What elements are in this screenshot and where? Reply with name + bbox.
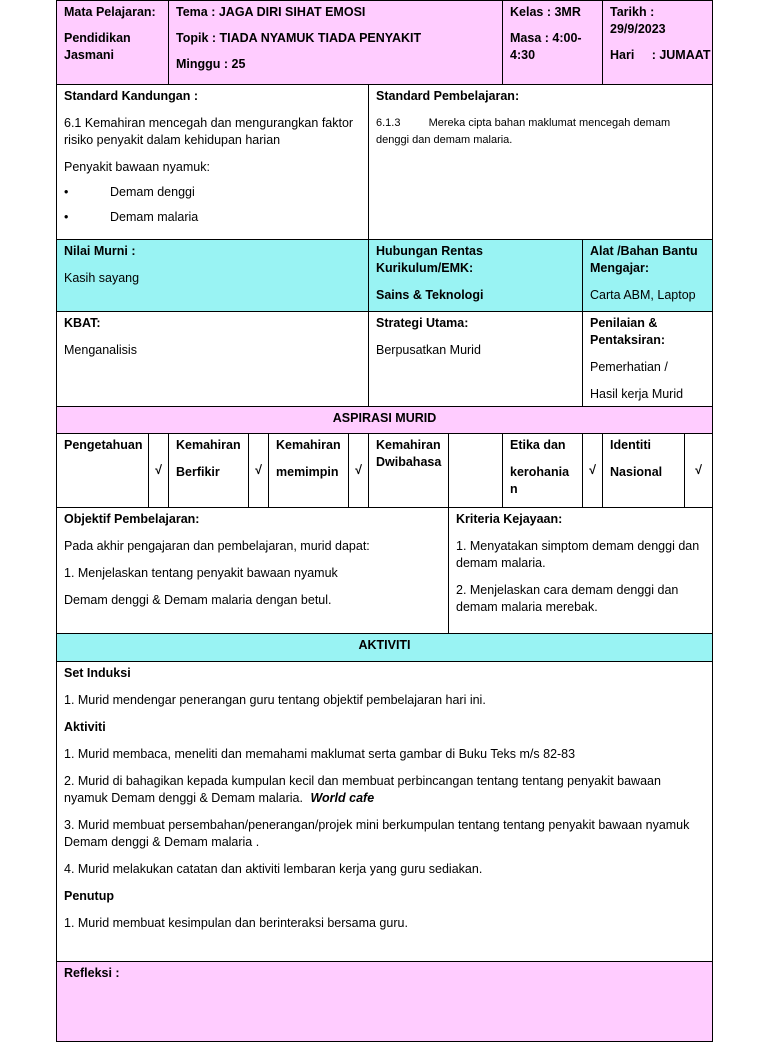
strategy-label: Strategi Utama: [376,316,469,330]
content-standard-cell [57,85,369,240]
objective-intro: Pada akhir pengajaran dan pembelajaran, murid dapat: [64,539,370,553]
strategy-text: Berpusatkan Murid [376,343,481,357]
header-row [57,1,713,85]
aspiration-tick: √ [685,434,713,508]
activity-step: 1. Murid membaca, meneliti dan memahami maklumat serta gambar di Buku Teks m/s 82-83 [64,747,576,761]
aspiration-label: Etika dan [510,438,566,452]
activity-step [64,773,705,807]
activity-row [57,662,713,962]
subject-value: Pendidikan Jasmani [64,31,131,62]
reflection-label: Refleksi : [64,966,120,980]
induction-label: Set Induksi [64,666,131,680]
aspiration-tick: √ [583,434,603,508]
aspiration-label: Kemahiran Dwibahasa [376,438,442,469]
aspiration-empty-tick [449,434,503,508]
week-text: Minggu : 25 [176,57,246,71]
assessment-label: Penilaian & Pentaksiran: [590,316,666,347]
day-text: Hari : JUMAAT [610,48,711,62]
strategy-cell [369,312,583,407]
content-standard-text: 6.1 Kemahiran mencegah dan mengurangkan faktor risiko penyakit dalam kehidupan harian [64,116,354,147]
aspiration-tick: √ [349,434,369,508]
closing-label: Penutup [64,889,114,903]
aspiration-item [603,434,685,508]
aspiration-tick: √ [149,434,169,508]
activity-step-text: 2. Murid di bahagikan kepada kumpulan kecil dan membuat perbincangan tentang tentang penyakit bawaan nyamuk Demam denggi & Demam malaria. [64,774,661,805]
aspirations-row [57,434,713,508]
aspiration-item [269,434,349,508]
date-text: Tarikh : 29/9/2023 [610,5,666,36]
cross-curriculum-cell [369,240,583,312]
lesson-plan-table [56,0,713,1042]
content-bullet-text: Demam denggi [110,185,195,199]
teaching-aids-cell [583,240,713,312]
aspiration-label-line2: Berfikir [176,465,220,479]
aspiration-item [369,434,449,508]
values-row [57,240,713,312]
activity-label: Aktiviti [64,720,106,734]
criteria-cell [449,508,713,634]
subject-label: Mata Pelajaran: [64,5,156,19]
date-cell [603,1,713,85]
class-cell [503,1,603,85]
aspiration-item [503,434,583,508]
criteria-label: Kriteria Kejayaan: [456,512,563,526]
kbat-row [57,312,713,407]
teaching-aids-label: Alat /Bahan Bantu Mengajar: [590,244,698,275]
kbat-cell [57,312,369,407]
objective-item-cont: Demam denggi & Demam malaria dengan betul. [64,593,332,607]
criteria-item: 2. Menjelaskan cara demam denggi dan demam malaria merebak. [456,583,679,614]
objective-label: Objektif Pembelajaran: [64,512,200,526]
aspiration-label: Kemahiran [276,438,341,452]
content-standard-sub: Penyakit bawaan nyamuk: [64,160,210,174]
time-text: Masa : 4:00-4:30 [510,31,582,62]
induction-text: 1. Murid mendengar penerangan guru tentang objektif pembelajaran hari ini. [64,693,486,707]
content-bullet-text: Demam malaria [110,210,199,224]
subject-cell [57,1,169,85]
content-bullet-item [64,184,361,201]
values-text: Kasih sayang [64,271,140,285]
activity-step: 4. Murid melakukan catatan dan aktiviti lembaran kerja yang guru sediakan. [64,862,483,876]
aspiration-label: Pengetahuan [64,438,143,452]
bullet-icon: • [64,210,69,224]
learning-standard-code: 6.1.3 [376,117,401,129]
learning-standard-desc: Mereka cipta bahan maklumat mencegah demam denggi dan demam malaria. [376,117,671,146]
closing-text: 1. Murid membuat kesimpulan dan berinteraksi bersama guru. [64,916,408,930]
class-text: Kelas : 3MR [510,5,581,19]
activity-title-row [57,634,713,662]
values-label: Nilai Murni : [64,244,136,258]
learning-standard-cell [369,85,713,240]
cross-curriculum-text: Sains & Teknologi [376,288,484,302]
topic-text: Topik : TIADA NYAMUK TIADA PENYAKIT [176,31,422,45]
aspiration-label-line2: Nasional [610,465,663,479]
criteria-item: 1. Menyatakan simptom demam denggi dan demam malaria. [456,539,700,570]
activity-title: AKTIVITI [57,634,713,662]
kbat-text: Menganalisis [64,343,137,357]
values-cell [57,240,369,312]
activity-cell [57,662,713,962]
cross-curriculum-label: Hubungan Rentas Kurikulum/EMK: [376,244,483,275]
objective-item: 1. Menjelaskan tentang penyakit bawaan nyamuk [64,566,338,580]
aspiration-item [169,434,249,508]
theme-cell [169,1,503,85]
kbat-label: KBAT: [64,316,101,330]
objective-cell [57,508,449,634]
learning-standard-text [376,115,705,149]
content-bullet-item [64,209,361,226]
aspiration-label-line2: memimpin [276,465,339,479]
learning-standard-label: Standard Pembelajaran: [376,89,520,103]
lesson-plan-sheet [56,0,712,1024]
aspiration-label: Identiti [610,438,651,452]
content-standard-label: Standard Kandungan : [64,89,199,103]
aspirations-title: ASPIRASI MURID [57,407,713,434]
activity-step-emphasis: World cafe [310,791,375,805]
assessment-line2: Hasil kerja Murid [590,387,684,401]
reflection-cell [57,962,713,1042]
standards-row [57,85,713,240]
teaching-aids-text: Carta ABM, Laptop [590,288,696,302]
activity-step: 3. Murid membuat persembahan/penerangan/projek mini berkumpulan tentang tentang penyakit bawaan nyamuk Demam denggi & Demam malaria . [64,818,690,849]
aspiration-item [57,434,149,508]
objectives-row [57,508,713,634]
theme-text: Tema : JAGA DIRI SIHAT EMOSI [176,5,366,19]
reflection-row [57,962,713,1042]
aspirations-title-row [57,407,713,434]
aspiration-label-line2: kerohania n [510,465,570,496]
assessment-cell [583,312,713,407]
bullet-icon: • [64,185,69,199]
assessment-line1: Pemerhatian / [590,360,668,374]
aspiration-label: Kemahiran [176,438,241,452]
aspiration-tick: √ [249,434,269,508]
